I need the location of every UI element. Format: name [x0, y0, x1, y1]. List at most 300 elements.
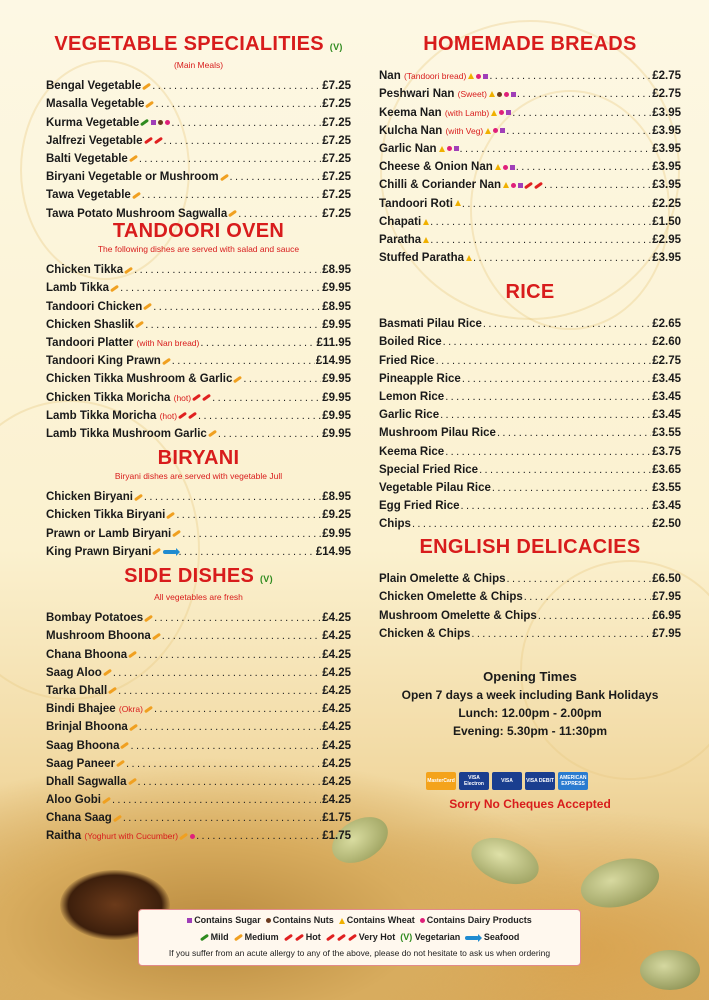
- menu-section-rice: [379, 280, 681, 530]
- menu-item-price: £9.25: [322, 509, 351, 522]
- menu-item: [46, 624, 351, 642]
- dot-leader: [200, 337, 315, 349]
- section-title-text: HOMEMADE BREADS: [423, 33, 637, 55]
- menu-item-price: £6.50: [652, 573, 681, 586]
- legend-dairy: Contains Dairy Products: [426, 915, 532, 925]
- menu-item-name: [379, 518, 411, 530]
- dot-leader: [461, 500, 652, 512]
- dish-name: Aloo Gobi: [46, 794, 101, 807]
- menu-item-name: [46, 649, 137, 661]
- menu-item-name: [46, 208, 237, 220]
- dot-leader: [489, 70, 651, 82]
- dairy-icon: [511, 183, 516, 188]
- seafood-icon: [163, 550, 177, 554]
- section-title-text: ENGLISH DELICACIES: [419, 536, 641, 558]
- dairy-icon: [420, 918, 425, 923]
- dot-leader: [171, 117, 321, 129]
- menu-item-name: [46, 491, 143, 503]
- menu-item: [46, 165, 351, 183]
- menu-item-name: [379, 216, 429, 228]
- legend-medium: Medium: [244, 932, 279, 942]
- dish-name: Tandoori King Prawn: [46, 355, 161, 368]
- medium-chili-icon: [228, 210, 237, 218]
- payment-card-logo: AMERICAN EXPRESS: [558, 772, 588, 790]
- menu-item-price: £8.95: [322, 491, 351, 504]
- dot-leader: [182, 528, 321, 540]
- dot-leader: [172, 355, 315, 367]
- menu-item-name: [379, 482, 491, 494]
- allergy-notice: If you suffer from an acute allergy to any of the above, please do not hesitate to ask us when ordering: [168, 948, 551, 958]
- section-subtitle: All vegetables are fresh: [154, 592, 243, 602]
- menu-item: [379, 137, 681, 155]
- vegetarian-mark: (V): [329, 42, 343, 52]
- menu-item-name: [379, 610, 537, 622]
- dish-note: (Sweet): [457, 89, 487, 100]
- menu-item: [46, 521, 351, 539]
- dot-leader: [516, 161, 651, 173]
- menu-item-price: £9.95: [322, 282, 351, 295]
- menu-item-price: £8.95: [322, 264, 351, 277]
- menu-item-price: £8.95: [322, 300, 351, 313]
- medium-chili-icon: [113, 814, 122, 822]
- menu-section-biryani: [46, 446, 351, 558]
- menu-item-name: [379, 446, 444, 458]
- menu-item-price: £4.25: [322, 612, 351, 625]
- dish-name: Chicken Tikka Biryani: [46, 509, 166, 522]
- menu-item-name: [379, 409, 439, 421]
- dish-name: Bombay Potatoes: [46, 612, 144, 625]
- medium-chili-icon: [110, 285, 119, 293]
- dish-name: Saag Paneer: [46, 757, 116, 770]
- dish-name: Chilli & Coriander Nan: [379, 179, 502, 192]
- menu-item: [379, 100, 681, 118]
- dish-name: Cheese & Onion Nan: [379, 161, 493, 174]
- menu-item-name: [46, 392, 211, 404]
- dot-leader: [154, 703, 321, 715]
- dot-leader: [162, 630, 321, 642]
- sugar-icon: [151, 120, 156, 125]
- menu-item-price: £3.75: [652, 445, 681, 458]
- wheat-icon: [491, 110, 497, 116]
- dish-name: Chapati: [379, 215, 422, 228]
- menu-item: [379, 622, 681, 640]
- section-title: [379, 32, 681, 56]
- dot-leader: [507, 573, 652, 585]
- menu-item-price: £3.55: [652, 427, 681, 440]
- dot-leader: [483, 318, 651, 330]
- menu-item: [46, 183, 351, 201]
- menu-item-name: [46, 355, 171, 367]
- dish-name: Chicken Biryani: [46, 491, 133, 504]
- menu-item: [379, 330, 681, 348]
- sugar-icon: [510, 165, 515, 170]
- menu-item: [46, 606, 351, 624]
- dot-leader: [462, 198, 651, 210]
- dish-name: Raitha: [46, 830, 82, 843]
- menu-item-price: £4.25: [322, 684, 351, 697]
- dish-name: Garlic Rice: [379, 409, 440, 422]
- medium-chili-icon: [152, 548, 161, 556]
- menu-item-name: [46, 528, 181, 540]
- section-subtitle: Biryani dishes are served with vegetable Jull: [114, 471, 283, 481]
- mild-chili-icon: [200, 934, 209, 942]
- dot-leader: [152, 80, 321, 92]
- menu-item: [46, 642, 351, 660]
- menu-item-price: £2.95: [652, 233, 681, 246]
- dot-leader: [145, 319, 321, 331]
- menu-item: [46, 129, 351, 147]
- menu-item-price: £4.25: [322, 630, 351, 643]
- payment-card-logo: VISA DEBIT: [525, 772, 555, 790]
- dot-leader: [440, 409, 651, 421]
- medium-chili-icon: [129, 155, 138, 163]
- dish-note: (with Nan bread): [136, 337, 200, 348]
- menu-item: [379, 82, 681, 100]
- menu-item-name: [379, 70, 488, 82]
- dish-name: Balti Vegetable: [46, 152, 128, 165]
- sugar-icon: [500, 128, 505, 133]
- menu-section-veg: [46, 32, 351, 220]
- dot-leader: [178, 546, 314, 558]
- section-title-text: TANDOORI OVEN: [112, 220, 285, 242]
- wheat-icon: [423, 219, 429, 225]
- menu-item-name: [46, 758, 125, 770]
- wheat-icon: [423, 237, 429, 243]
- dish-name: Peshwari Nan: [379, 88, 455, 101]
- medium-chili-icon: [127, 778, 136, 786]
- dot-leader: [120, 282, 321, 294]
- dot-leader: [230, 171, 322, 183]
- menu-item: [46, 540, 351, 558]
- menu-item-price: £6.95: [652, 609, 681, 622]
- hot-chili-icon: [202, 394, 211, 402]
- menu-item: [46, 294, 351, 312]
- menu-item: [379, 385, 681, 403]
- dot-leader: [130, 740, 321, 752]
- menu-item-price: £3.95: [652, 106, 681, 119]
- menu-item-name: [379, 464, 478, 476]
- menu-item-price: £9.95: [322, 318, 351, 331]
- section-title: [379, 280, 681, 304]
- menu-item-price: £7.25: [322, 207, 351, 220]
- menu-item: [379, 512, 681, 530]
- menu-item-name: [379, 234, 429, 246]
- menu-item: [46, 485, 351, 503]
- menu-item-price: £1.75: [322, 830, 351, 843]
- payment-card-logo: VISA: [492, 772, 522, 790]
- menu-item: [46, 770, 351, 788]
- hot-chili-icon: [524, 181, 533, 189]
- medium-chili-icon: [134, 493, 143, 501]
- medium-chili-icon: [102, 796, 111, 804]
- menu-item: [46, 422, 351, 440]
- dot-leader: [126, 758, 321, 770]
- payment-card-logo: MasterCard: [426, 772, 456, 790]
- dish-name: Keema Rice: [379, 445, 445, 458]
- dish-name: Lamb Tikka Mushroom Garlic: [46, 427, 207, 440]
- dish-name: Bindi Bhajee: [46, 703, 116, 716]
- dot-leader: [412, 518, 651, 530]
- menu-item-name: [46, 117, 170, 129]
- dot-leader: [218, 428, 321, 440]
- legend-hot: Hot: [305, 932, 321, 942]
- menu-item-price: £3.95: [652, 124, 681, 137]
- dot-leader: [238, 208, 321, 220]
- dish-name: Saag Aloo: [46, 666, 102, 679]
- dot-leader: [142, 189, 321, 201]
- menu-item-name: [46, 428, 217, 440]
- menu-item-price: £4.25: [322, 739, 351, 752]
- dish-name: Tandoori Chicken: [46, 300, 143, 313]
- medium-chili-icon: [129, 723, 138, 731]
- menu-item: [46, 806, 351, 824]
- medium-chili-icon: [120, 742, 129, 750]
- section-title-text: RICE: [505, 281, 555, 303]
- menu-item: [46, 313, 351, 331]
- dot-leader: [243, 373, 321, 385]
- menu-item-price: £2.75: [652, 354, 681, 367]
- legend-mild: Mild: [210, 932, 229, 942]
- dairy-icon: [504, 92, 509, 97]
- dot-leader: [445, 391, 651, 403]
- menu-item: [46, 349, 351, 367]
- menu-item: [379, 494, 681, 512]
- mild-chili-icon: [140, 119, 149, 127]
- menu-item-name: [379, 318, 482, 330]
- menu-item: [379, 476, 681, 494]
- dish-name: Tarka Dhall: [46, 684, 108, 697]
- medium-chili-icon: [143, 303, 152, 311]
- dish-name: King Prawn Biryani: [46, 545, 152, 558]
- menu-item: [379, 312, 681, 330]
- dish-name: Fried Rice: [379, 354, 435, 367]
- vegetarian-mark: (V): [259, 574, 273, 584]
- dish-name: Lamb Tikka Moricha: [46, 409, 157, 422]
- menu-item-price: £3.95: [652, 179, 681, 192]
- medium-chili-icon: [103, 669, 112, 677]
- dish-name: Bengal Vegetable: [46, 80, 142, 93]
- wheat-icon: [489, 91, 495, 97]
- dot-leader: [198, 410, 321, 422]
- dish-name: Biryani Vegetable or Mushroom: [46, 171, 219, 184]
- menu-item-name: [379, 427, 496, 439]
- dish-name: Mushroom Bhoona: [46, 630, 151, 643]
- nut-icon: [158, 120, 163, 125]
- dish-name: Tawa Potato Mushroom Sagwalla: [46, 207, 228, 220]
- nut-icon: [266, 918, 271, 923]
- dot-leader: [123, 812, 321, 824]
- hot-chili-icon: [153, 137, 162, 145]
- dot-leader: [112, 794, 321, 806]
- cardamom-pod-image: [575, 850, 664, 915]
- section-title: [46, 32, 351, 59]
- dish-name: Chicken Shaslik: [46, 318, 135, 331]
- menu-item-name: [46, 721, 138, 733]
- medium-chili-icon: [208, 430, 217, 438]
- dot-leader: [134, 264, 321, 276]
- dot-leader: [176, 509, 321, 521]
- dot-leader: [479, 464, 651, 476]
- legend-row-allergens: [139, 913, 580, 927]
- menu-item-name: [46, 776, 137, 788]
- dish-name: Jalfrezi Vegetable: [46, 134, 143, 147]
- dot-leader: [138, 649, 321, 661]
- menu-item: [379, 367, 681, 385]
- menu-item-price: £7.95: [652, 627, 681, 640]
- menu-item-price: £14.95: [315, 545, 351, 558]
- menu-section-side: [46, 564, 351, 842]
- menu-item-name: [379, 107, 511, 119]
- medium-chili-icon: [234, 934, 243, 942]
- dot-leader: [506, 125, 651, 137]
- menu-item: [379, 119, 681, 137]
- menu-item-price: £3.95: [652, 142, 681, 155]
- menu-item-name: [379, 391, 444, 403]
- menu-item-name: [379, 591, 523, 603]
- very-hot-chili-icon: [337, 934, 346, 942]
- menu-item-price: £4.25: [322, 794, 351, 807]
- section-title: [46, 446, 351, 470]
- dish-name: Garlic Nan: [379, 142, 437, 155]
- medium-chili-icon: [145, 101, 154, 109]
- menu-item-name: [46, 830, 195, 842]
- menu-item: [46, 824, 351, 842]
- menu-item: [379, 603, 681, 621]
- dot-leader: [538, 610, 651, 622]
- menu-item: [46, 147, 351, 165]
- sugar-icon: [511, 92, 516, 97]
- legend-wheat: Contains Wheat: [346, 915, 415, 925]
- wheat-icon: [466, 255, 472, 261]
- dot-leader: [138, 776, 322, 788]
- dish-note: (Yoghurt with Cucumber): [84, 831, 179, 842]
- dish-name: Mushroom Omelette & Chips: [379, 609, 537, 622]
- sugar-icon: [518, 183, 523, 188]
- wheat-icon: [468, 73, 474, 79]
- medium-chili-icon: [128, 651, 137, 659]
- dairy-icon: [476, 74, 481, 79]
- menu-item: [46, 404, 351, 422]
- menu-item-name: [46, 337, 199, 349]
- seafood-icon: [465, 936, 479, 940]
- dish-name: Kurma Vegetable: [46, 116, 140, 129]
- menu-item-price: £3.45: [652, 500, 681, 513]
- dairy-icon: [165, 120, 170, 125]
- dot-leader: [544, 179, 651, 191]
- menu-section-tandoori: [46, 219, 351, 440]
- dish-note: (with Veg): [445, 125, 484, 136]
- medium-chili-icon: [132, 191, 141, 199]
- dot-leader: [512, 107, 651, 119]
- menu-item-price: £4.25: [322, 666, 351, 679]
- wheat-icon: [485, 128, 491, 134]
- menu-item-price: £7.25: [322, 98, 351, 111]
- medium-chili-icon: [162, 357, 171, 365]
- menu-item-name: [379, 355, 435, 367]
- dish-name: Chana Bhoona: [46, 648, 128, 661]
- sugar-icon: [454, 146, 459, 151]
- menu-item: [46, 385, 351, 403]
- menu-item: [379, 191, 681, 209]
- menu-item-name: [379, 179, 543, 191]
- legend-row-spice: [139, 930, 580, 944]
- medium-chili-icon: [116, 760, 125, 768]
- dish-name: Paratha: [379, 233, 422, 246]
- dish-name: Mushroom Pilau Rice: [379, 427, 496, 440]
- medium-chili-icon: [144, 614, 153, 622]
- section-title-text: VEGETABLE SPECIALITIES: [54, 33, 324, 55]
- dot-leader: [155, 98, 321, 110]
- dairy-icon: [190, 834, 195, 839]
- opening-times-title: Opening Times: [483, 669, 577, 684]
- dot-leader: [445, 446, 651, 458]
- menu-item-name: [46, 135, 163, 147]
- menu-item: [379, 210, 681, 228]
- very-hot-chili-icon: [348, 934, 357, 942]
- very-hot-chili-icon: [326, 934, 335, 942]
- legend-nuts: Contains Nuts: [272, 915, 334, 925]
- dot-leader: [113, 667, 321, 679]
- menu-item-name: [46, 301, 152, 313]
- dish-note: (with Lamb): [444, 107, 490, 118]
- dot-leader: [517, 88, 651, 100]
- medium-chili-icon: [108, 687, 117, 695]
- medium-chili-icon: [179, 833, 188, 841]
- menu-item-price: £4.25: [322, 648, 351, 661]
- wheat-icon: [455, 200, 461, 206]
- sugar-icon: [483, 74, 488, 79]
- menu-item-name: [46, 667, 112, 679]
- payment-card-logo: VISA Electron: [459, 772, 489, 790]
- section-title: [46, 564, 351, 591]
- menu-item-name: [46, 189, 141, 201]
- menu-item-name: [379, 252, 472, 264]
- menu-item-price: £11.95: [316, 336, 351, 349]
- dot-leader: [497, 427, 651, 439]
- dish-name: Prawn or Lamb Biryani: [46, 527, 172, 540]
- dish-name: Chicken Tikka Mushroom & Garlic: [46, 373, 233, 386]
- menu-item-price: £1.50: [652, 215, 681, 228]
- dish-name: Chicken Tikka: [46, 264, 124, 277]
- menu-item: [379, 458, 681, 476]
- menu-item-name: [46, 812, 122, 824]
- menu-item-name: [46, 171, 229, 183]
- dish-name: Stuffed Paratha: [379, 252, 464, 265]
- menu-item-name: [46, 509, 175, 521]
- dish-name: Tandoori Roti: [379, 197, 453, 210]
- dish-name: Plain Omelette & Chips: [379, 573, 506, 586]
- dot-leader: [144, 491, 321, 503]
- no-cheques-notice: Sorry No Cheques Accepted: [449, 797, 611, 811]
- cardamom-pod-image: [465, 829, 545, 892]
- menu-item-price: £7.25: [322, 171, 351, 184]
- dairy-icon: [493, 128, 498, 133]
- menu-item-price: £7.25: [322, 152, 351, 165]
- medium-chili-icon: [166, 512, 175, 520]
- dot-leader: [471, 628, 651, 640]
- dish-name: Chicken Tikka Moricha: [46, 391, 171, 404]
- menu-item: [46, 679, 351, 697]
- menu-item-price: £7.25: [322, 116, 351, 129]
- legend-seafood: Seafood: [483, 932, 520, 942]
- dish-name: Basmati Pilau Rice: [379, 318, 482, 331]
- menu-item: [46, 258, 351, 276]
- dot-leader: [473, 252, 651, 264]
- menu-item-name: [46, 319, 144, 331]
- dot-leader: [154, 612, 321, 624]
- menu-item-price: £4.25: [322, 775, 351, 788]
- menu-item-price: £3.45: [652, 409, 681, 422]
